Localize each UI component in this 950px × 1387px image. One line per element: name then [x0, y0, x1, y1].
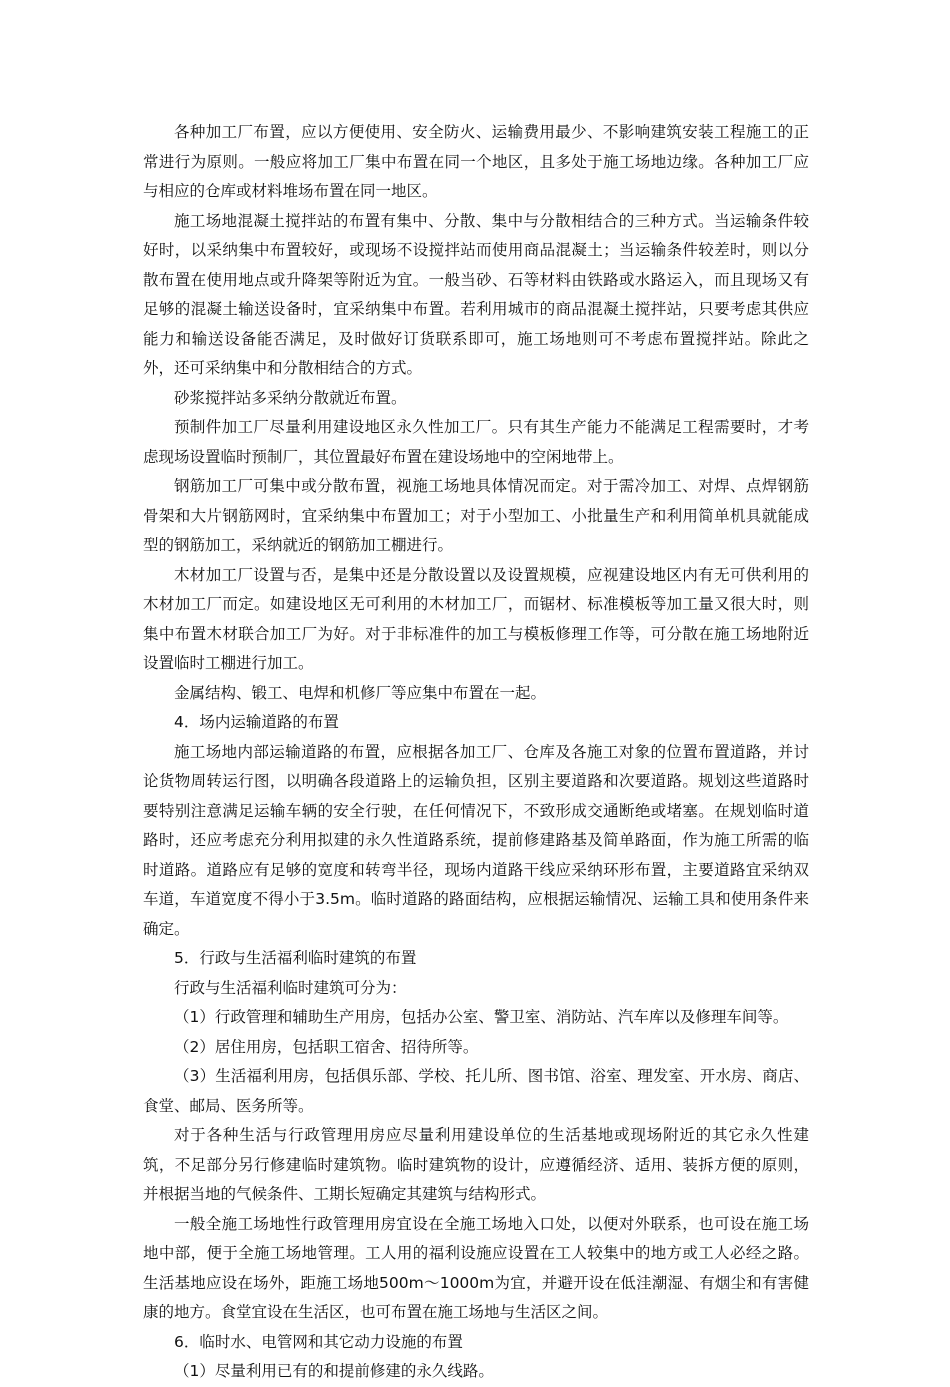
paragraph-precast-plant: 预制件加工厂尽量利用建设地区永久性加工厂。只有其生产能力不能满足工程需要时，才考虑现场设置临时预制厂，其位置最好布置在建设场地中的空闲地带上。 [143, 418, 809, 466]
paragraph-mortar-station: 砂浆搅拌站多采纳分散就近布置。 [174, 388, 407, 407]
list-item-admin-buildings: （1）行政管理和辅助生产用房，包括办公室、警卫室、消防站、汽车库以及修理车间等。 [174, 1008, 789, 1026]
paragraph-concrete-mixing-station: 施工场地混凝土搅拌站的布置有集中、分散、集中与分散相结合的三种方式。当运输条件较好时，以采纳集中布置较好，或现场不设搅拌站而使用商品混凝土；当运输条件较差时，则以分散布置在使用地点或升降架等附近为宜。一般当砂、石等材料由铁路或水路运入，而且现场又有足够的混凝土输送设备时，宜采纳集中布置。若利用城市的商品混凝土搅拌站，只要考虑其供应能力和输送设备能否满足，及时做好订货联系即可，施工场地则可不考虑布置搅拌站。除此之外，还可采纳集中和分散相结合的方式。 [143, 211, 809, 377]
paragraph-timber-plant: 木材加工厂设置与否，是集中还是分散设置以及设置规模，应视建设地区内有无可供利用的木材加工厂而定。如建设地区无可利用的木材加工厂，而锯材、标准模板等加工量又很大时，则集中布置木材联合加工厂为好。对于非标准件的加工与模板修理工作等，可分散在施工场地附近设置临时工棚进行加工。 [143, 565, 809, 672]
paragraph-road-layout: 施工场地内部运输道路的布置，应根据各加工厂、仓库及各施工对象的位置布置道路，并讨论货物周转运行图，以明确各段道路上的运输负担，区别主要道路和次要道路。规划这些道路时要特别注意满足运输车辆的安全行驶，在任何情况下，不致形成交通断绝或堵塞。在规划临时道路时，还应考虑充分利用拟建的永久性道路系统，提前修建路基及简单路面，作为施工所需的临时道路。道路应有足够的宽度和转弯半径，现场内道路干线应采纳环形布置，主要道路宜采纳双车道，车道宽度不得小于3.5m。临时道路的路面结构，应根据运输情况、运输工具和使用条件来确定。 [143, 742, 809, 938]
section-heading-utilities: 6．临时水、电管网和其它动力设施的布置 [174, 1332, 463, 1351]
paragraph-building-location: 一般全施工场地性行政管理用房宜设在全施工场地入口处，以便对外联系，也可设在施工场地中部，便于全施工场地管理。工人用的福利设施应设置在工人较集中的地方或工人必经之路。生活基地应设在场外，距施工场地500m～1000m为宜，并避开设在低洼潮湿、有烟尘和有害健康的地方。食堂宜设在生活区，也可布置在施工场地与生活区之间。 [143, 1214, 809, 1321]
paragraph-workshop-layout: 各种加工厂布置，应以方便使用、安全防火、运输费用最少、不影响建筑安装工程施工的正常进行为原则。一般应将加工厂集中布置在同一个地区，且多处于施工场地边缘。各种加工厂应与相应的仓库或材料堆场布置在同一地区。 [143, 123, 809, 200]
section-heading-roads: 4．场内运输道路的布置 [174, 713, 339, 731]
paragraph-building-categories: 行政与生活福利临时建筑可分为： [174, 978, 407, 997]
paragraph-rebar-plant: 钢筋加工厂可集中或分散布置，视施工场地具体情况而定。对于需冷加工、对焊、点焊钢筋骨架和大片钢筋网时，宜采纳集中布置加工；对于小型加工、小批量生产和利用简单机具就能成型的钢筋加工，采纳就近的钢筋加工棚进行。 [143, 477, 809, 554]
paragraph-metal-works: 金属结构、锻工、电焊和机修厂等应集中布置在一起。 [174, 683, 547, 702]
document-body [143, 118, 809, 1387]
section-heading-temporary-buildings: 5．行政与生活福利临时建筑的布置 [174, 949, 417, 967]
paragraph-building-principles: 对于各种生活与行政管理用房应尽量利用建设单位的生活基地或现场附近的其它永久性建筑，不足部分另行修建临时建筑物。临时建筑物的设计，应遵循经济、适用、装拆方便的原则，并根据当地的气候条件、工期长短确定其建筑与结构形式。 [143, 1126, 809, 1203]
list-item-residential: （2）居住用房，包括职工宿舍、招待所等。 [174, 1037, 479, 1056]
list-item-existing-lines: （1）尽量利用已有的和提前修建的永久线路。 [174, 1362, 494, 1380]
list-item-welfare: （3）生活福利用房，包括俱乐部、学校、托儿所、图书馆、浴室、理发室、开水房、商店、食堂、邮局、医务所等。 [143, 1067, 809, 1115]
